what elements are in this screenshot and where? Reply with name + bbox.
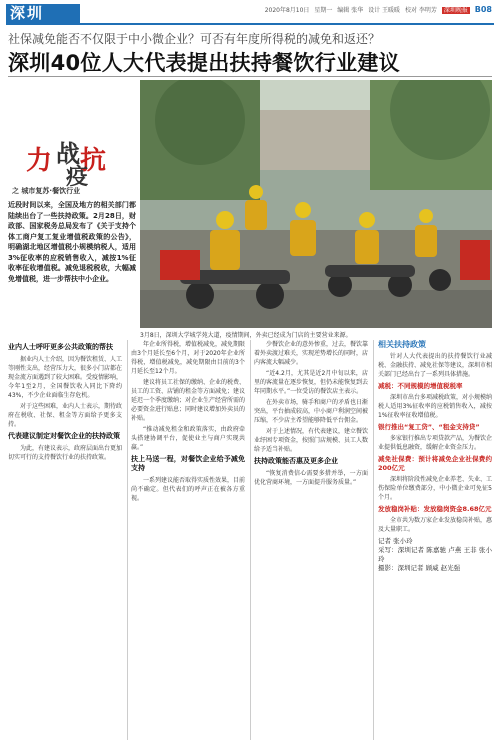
policy-text-loans: 多家银行推出专项贷款产品，为餐饮企业提供低息融资，缓解企业资金压力。 — [378, 435, 493, 451]
column-2 — [131, 340, 245, 505]
column-2-para-4: 一系列建议能否取得实质性效果，目前尚不确定。但代表们的呼声正在被各方重视。 — [131, 477, 246, 502]
column-1-subheading: 代表建议制定对餐饮企业的扶持政策 — [8, 432, 120, 440]
column-divider — [127, 340, 128, 740]
policy-box-title: 相关扶持政策 — [378, 340, 426, 349]
credit-photographers: 摄影：深圳记者 顾威 赵光强 — [378, 564, 461, 572]
delivery-riders-photo — [140, 80, 492, 328]
paper-badge: 深圳晚报 — [443, 7, 468, 14]
issue-weekday: 星期一 — [314, 7, 333, 14]
policy-box-intro: 针对人大代表提出的扶持餐饮行业减税、金融扶持、减免社保等建议，深圳市相关部门已经出台了一系列具体措施。 — [378, 353, 493, 378]
logo-char-2: 战 — [56, 139, 80, 168]
intro-sidebar — [8, 80, 136, 330]
proofreader-credit: 校对 李明芳 — [404, 7, 437, 14]
column-2-para-2: 建议将员工社保的缴纳、企业的税费、员工的工资、店铺的租金等方面减免；建议延迟一个季度缴纳；对企业生产经营所需的必要资金进行贴息；同时建议增加外卖员的补贴。 — [131, 379, 246, 422]
policy-text-subsidy: 全市共为数万家企业发放稳岗补贴，惠及大量职工。 — [378, 517, 493, 533]
column-3-para-3: 在外卖市场，骑手和商户的矛盾也日渐突出，平台抽成较高，中小商户利润空间被压缩，不少店主希望能够降低平台佣金。 — [254, 399, 369, 424]
article-headline: 深圳40位人大代表提出扶持餐饮行业建议 — [8, 51, 400, 75]
column-divider — [373, 340, 374, 740]
column-1-para-2: 对于这些困难，业内人士表示，期待政府在税收、社保、租金等方面给予更多支持。 — [8, 403, 123, 428]
section-title: 深圳 — [6, 4, 80, 23]
masthead — [0, 0, 500, 26]
policy-text-social-security: 深圳将阶段性减免企业养老、失业、工伤保险单位缴费部分，中小微企业可免征5个月。 — [378, 476, 493, 501]
logo-char-3: 抗 — [80, 146, 107, 176]
column-1-para-1: 据业内人士介绍，因为餐饮租赁、人工等刚性支出，经营压力大，很多小门店都在现金流方面遇到了较大困难。受疫情影响，今年1至2月，全国餐饮收入同比下降约43%，不少企业面临生存危机。 — [8, 356, 123, 399]
policy-subhead-loans: 银行推出“复工贷”、“租金支持贷” — [378, 423, 480, 431]
column-3-para-5: “恢复消费信心需要多措并举，一方面优化营商环境，一方面提升服务质量。” — [254, 470, 368, 486]
masthead-rule — [6, 23, 494, 25]
article-body — [8, 340, 492, 745]
series-label: 之 城市复苏·餐饮行业 — [12, 187, 81, 195]
column-1 — [8, 340, 122, 464]
column-4-policy-box — [378, 340, 492, 573]
column-3-para-1: 少餐饮企业的意外惨重，过去，餐饮靠着外卖渡过难关，实现逆势增长的同时，店内客流大幅减少。 — [254, 341, 369, 366]
article-credits — [378, 537, 492, 573]
column-2-para-1: 年企业所得税，增值税减免，减免期限由3个月延长至6个月，对于2020年企业所得税，增值税减免，减免期限由目前的3个月延长至12个月。 — [131, 341, 246, 375]
policy-text-tax: 深圳市出台多项减税政策，对小规模纳税人适用3%征收率的应税销售收入，减按1%征收率征收增值税。 — [378, 394, 493, 419]
masthead-meta — [262, 5, 492, 14]
column-1-heading: 业内人士呼吁更多公共政策的帮扶 — [8, 343, 113, 351]
logo-char-4: 疫 — [66, 164, 89, 190]
page-number: B08 — [474, 5, 492, 14]
column-3 — [254, 340, 368, 489]
column-2-para-3: “推动减免租金和政策落实，由政府牵头搭建协调平台，促使业主与商户实现共赢。” — [131, 426, 245, 451]
news-photo — [140, 80, 492, 328]
headline-divider — [8, 76, 492, 77]
column-3-subheading: 扶持政策能否惠及更多企业 — [254, 457, 338, 465]
column-divider — [250, 340, 251, 740]
intro-paragraph: 近段时间以来，全国及地方的相关部门都陆续出台了一些扶持政策。2月28日，财政部、国家税务总局发布了《关于支持个体工商户复工复业增值税政策的公告》，明确湖北地区增值税小规模纳税人，适用3%征收率的应税销售收入，减按1%征收率征收增值税。减免退税税收，大幅减免增值税，进一步帮扶中小企业。 — [8, 201, 136, 283]
issue-date: 2020年8月10日 — [264, 7, 310, 14]
series-logo — [8, 132, 136, 192]
column-1-para-3: 为此，有建议表示，政府层面出台更加切实可行的支持餐饮行业的扶持政策。 — [8, 445, 123, 461]
policy-subhead-tax: 减税：不同规模的增值税税率 — [378, 382, 463, 390]
column-2-subheading: 扶上马送一程，对餐饮企业给予减免支持 — [131, 455, 245, 472]
credit-writer: 记者 张小玲 — [378, 537, 413, 545]
logo-char-1: 力 — [26, 146, 53, 176]
credit-reporters: 采写：深圳记者 陈嘉驰 卢燕 王非 张小玲 — [378, 546, 492, 563]
column-3-para-4: 对于上述情况，有代表建议，建立餐饮业纾困专项资金，按照门店规模、员工人数给予适当补贴。 — [254, 428, 369, 453]
column-3-para-2: “近4.2月，尤其是近2月中旬以来，店里的客流量在逐步恢复，但仍未能恢复到去年同期水平。”一位受访的餐饮店主表示。 — [254, 370, 369, 395]
designer-credit: 设计 王暖暖 — [368, 7, 401, 14]
editor-credit: 编辑 张华 — [337, 7, 364, 14]
article-subhead: 社保减免能否不仅限于中小微企业？可否有年度所得税的减免和返还？ — [8, 32, 381, 46]
policy-subhead-social-security: 减免社保费：预计将减免企业社保费约200亿元 — [378, 455, 492, 472]
policy-subhead-subsidy: 发放稳岗补贴：发放稳岗资金8.68亿元 — [378, 505, 492, 513]
photo-caption: 3月8日，深圳大学城学苑大道，疫情期间，外卖已经成为门店的主要营业来源。 — [140, 332, 352, 339]
